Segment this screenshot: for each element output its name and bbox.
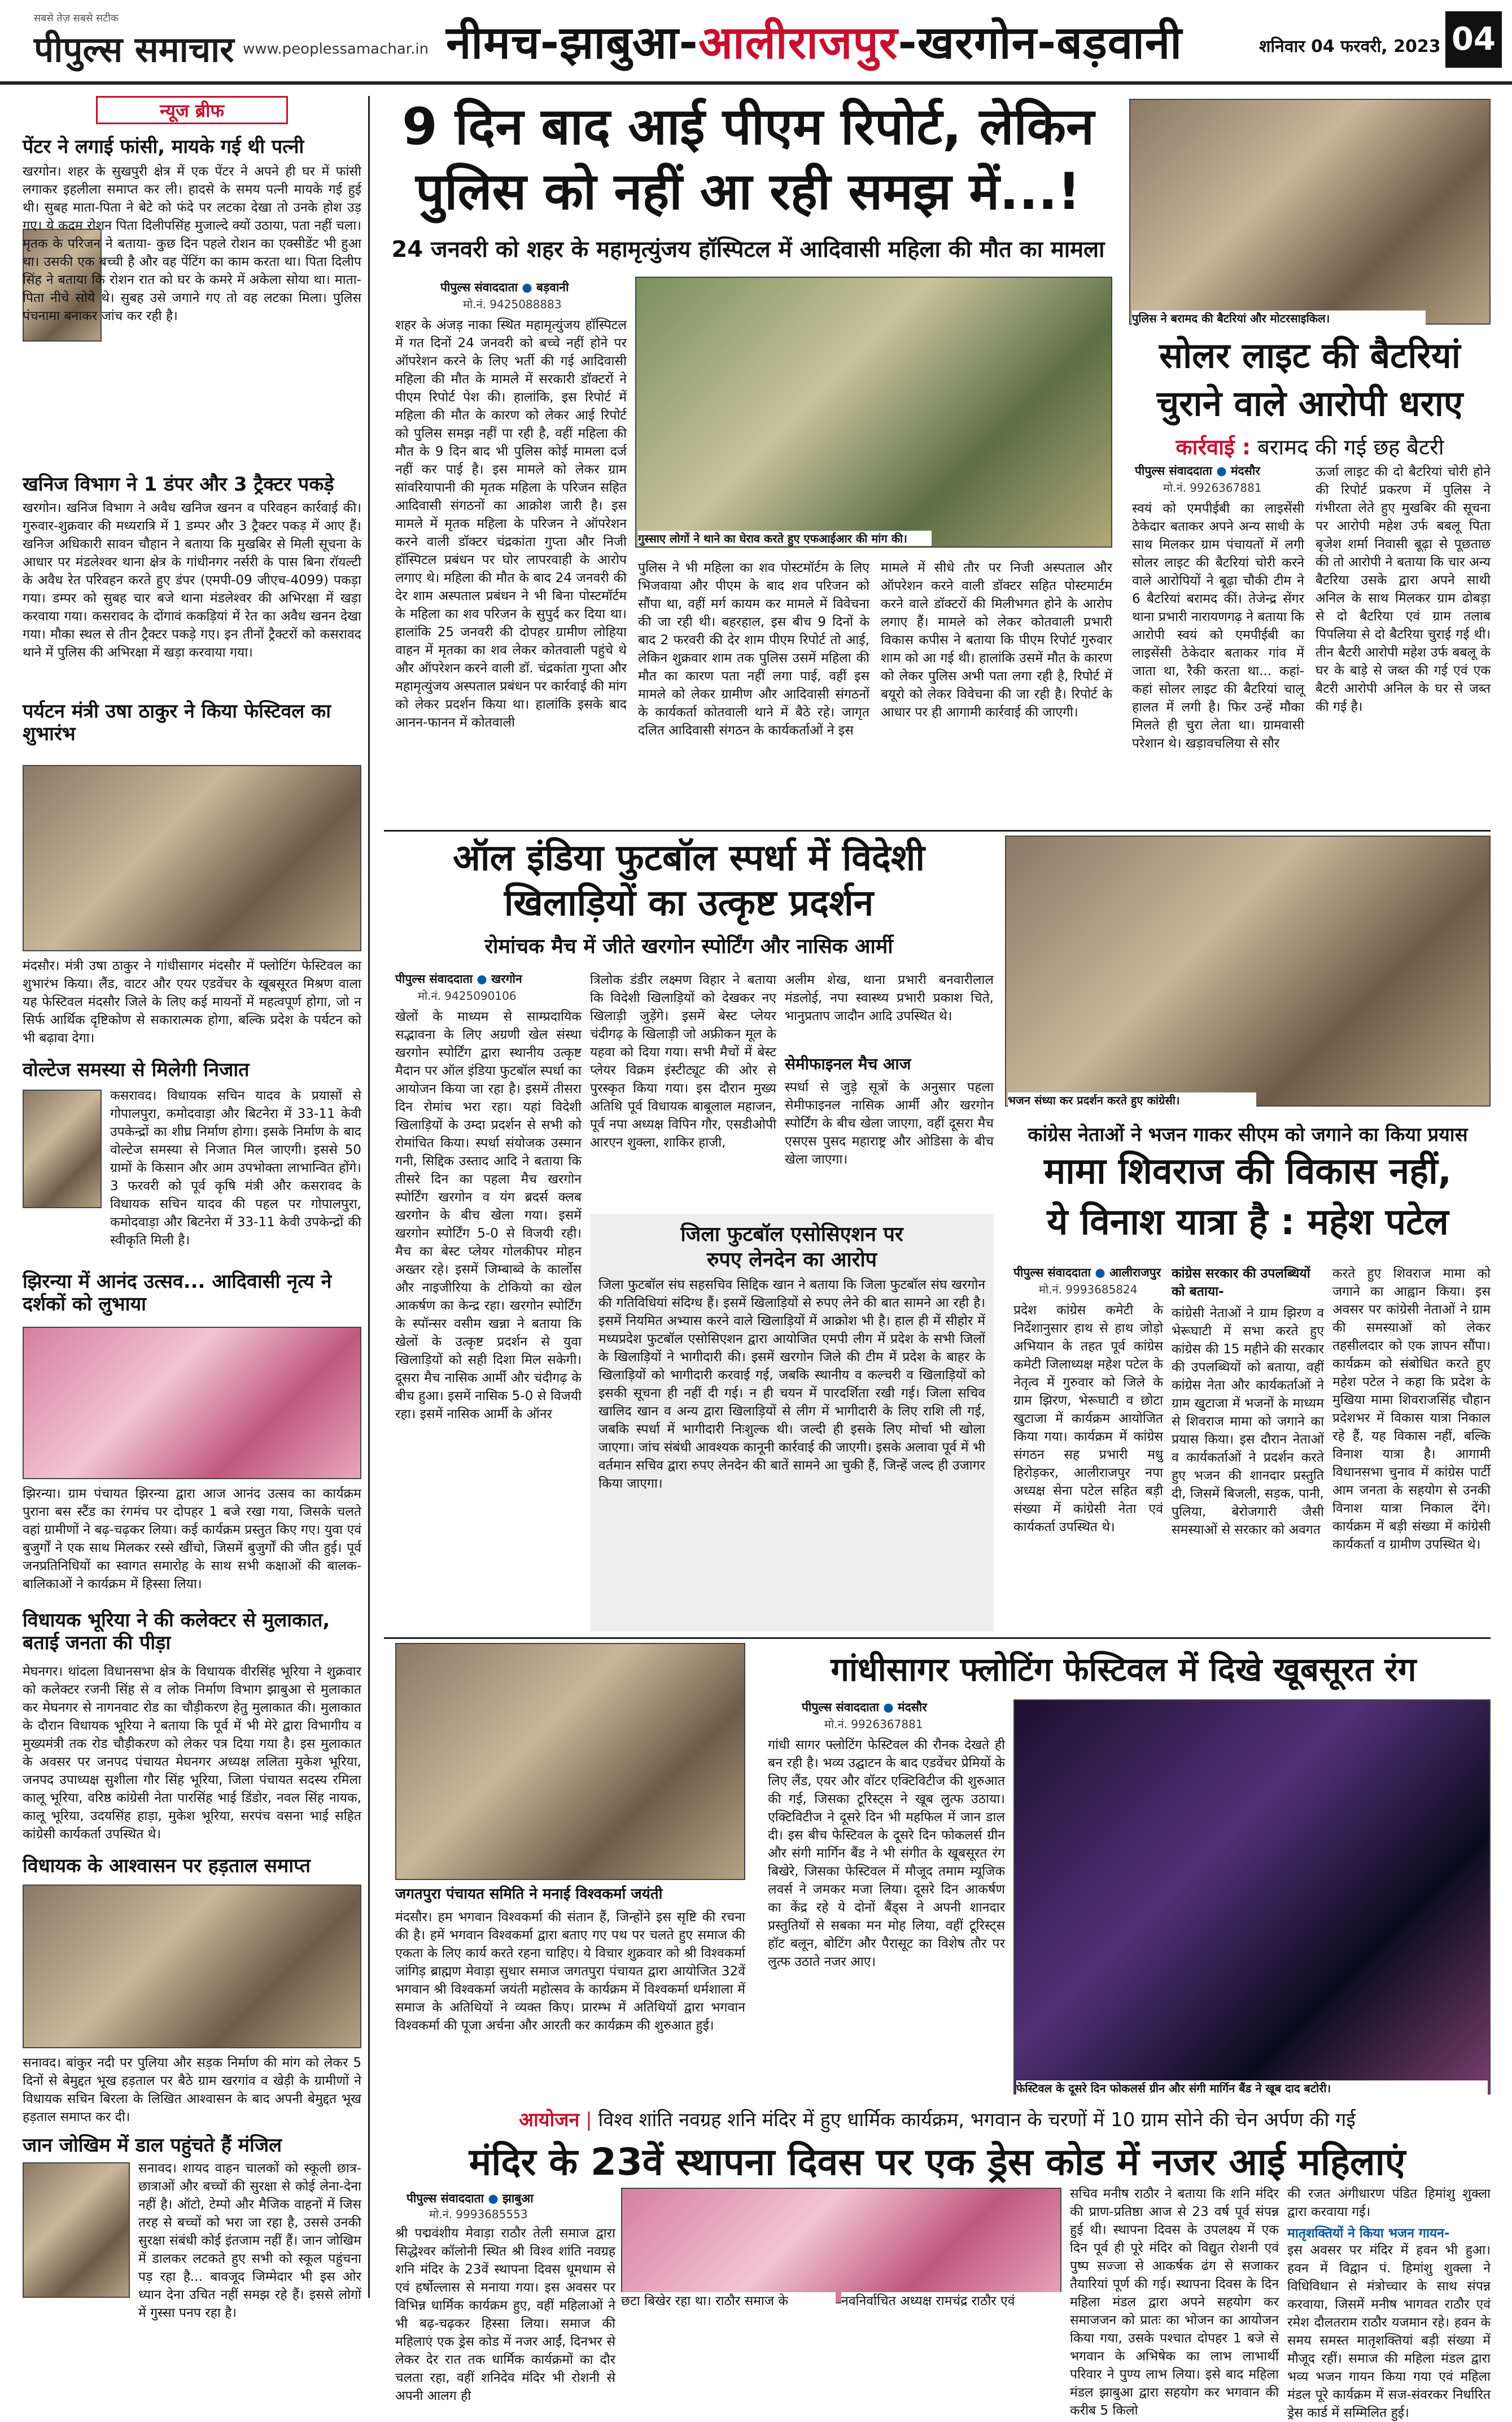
temple-photo-caption-left: छटा बिखेर रहा था। राठौर समाज के	[621, 2292, 836, 2310]
temple-women-photo	[621, 2188, 1061, 2303]
football-col-2: त्रिलोक डंडीर लक्ष्मण विहार ने बताया कि विदेशी खिलाड़ियों को देखकर नए खिलाड़ी जुड़ेंगे। इसमें बेस्ट प्लेयर चंदीगढ़ के खिलाड़ी जो अफ्रीकन मूल के यहवा को दिया गया। सभी मैचों में बेस्ट प्लेयर विक्रम इंस्टीट्यूट की ओर से पुरस्कृत किया गया। इस दौरान मुख्य अतिथि पूर्व विधायक बाबूलाल महाजन, पूर्व नपा अध्यक्ष विपिन गौर, एसडीओपी आरएन शुक्ला, शाकिर हाजी,	[590, 973, 776, 1150]
solar-headline-2: चुराने वाले आरोपी धराए	[1156, 383, 1463, 424]
temple-byline: पीपुल्स संवाददाता ● झाबुआ	[407, 2192, 534, 2205]
congress-headline-1: मामा शिवराज की विकास नहीं,	[1043, 1151, 1452, 1192]
brief-head-1: पेंटर ने लगाई फांसी, मायके गई थी पत्नी	[23, 135, 304, 158]
solar-photo-caption: पुलिस ने बरामद की बैटरियां और मोटरसाइकिल।	[1132, 311, 1426, 326]
tribal-dance-photo	[23, 1327, 361, 1479]
brief-head-2: खनिज विभाग ने 1 डंपर और 3 ट्रैक्टर पकड़े	[23, 473, 334, 496]
divider	[384, 1637, 1491, 1639]
brief-body-5: झिरन्या। ग्राम पंचायत झिरन्या द्वारा आज आनंद उत्सव का कार्यक्रम पुराना बस स्टैंड का रंगमंच पर दोपहर 1 बजे रखा गया, जिसके चलते वहां ग्रामीणों ने बढ़-चढ़कर लिया। कई कार्यक्रम प्रस्तुत किए गए। युवा एवं बुजुर्गों ने एक साथ मिलकर रस्से खींचो, जिसमें बुजुर्गों की जीत हुई। पूर्व जनप्रतिनिधियों का स्वागत समारोह के साथ सभी कक्षाओं की बालक-बालिकाओं ने कार्यक्रम में हिस्सा लिया।	[23, 1487, 361, 1592]
page-number: 04	[1445, 11, 1502, 68]
festival-body: गांधी सागर फ्लोटिंग फेस्टिवल की रौनक देखते ही बन रही है। भव्य उद्घाटन के बाद एडवेंचर प्रेमियों के लिए लैंड, एयर और वॉटर एक्टिविटीज की शुरुआत की गई, जिसका टूरिस्ट्स ने खूब लुत्फ उठाया। एक्टिविटीज ने दूसरे दिन भी महफिल में जान डाल दी। इस बीच फेस्टिवल के दूसरे दिन फोकलर्स ग्रीन और संगी मार्गिन बैंड ने भी संगीत के खूबसूरत रंग बिखेरे, जिसका फेस्टिवल में मौजूद तमाम म्यूजिक लवर्स ने जमकर मजा लिया। दूसरे दिन आकर्षण का केंद्र रहे ये दोनों बैंड्स ने अपनी शानदार प्रस्तुतियों से सबका मन मोह लिया, वहीं टूरिस्ट्स हॉट बलून, बोटिंग और पैरासूट का विशेष तौर पर लुत्फ उठाते नजर आए।	[768, 1738, 1005, 1969]
congress-photo-caption: भजन संध्या कर प्रदर्शन करते हुए कांग्रेसी।	[1008, 1092, 1256, 1108]
lead-mobile: मो.नं. 9425088883	[463, 298, 562, 311]
solar-headline-1: सोलर लाइट की बैटरियां	[1159, 335, 1461, 376]
festival-concert-photo	[1013, 1699, 1491, 2095]
lead-col-1: शहर के अंजड़ नाका स्थित महामृत्युंजय हॉस्पिटल में गत दिनों 24 जनवरी को बच्चे नहीं होने पर ऑपरेशन करने के लिए भर्ती की गई आदिवासी महिला की मौत के मामले में सरकारी डॉक्टरों ने पीएम रिपोर्ट पेश की। हालांकि, इस रिपोर्ट में महिला की मौत के कारण को लेकर आई रिपोर्ट को पुलिस समझ नहीं पा रही है, वहीं महिला की मौत के 9 दिन बाद भी पुलिस कोई मामला दर्ज नहीं कर पाई है। इस मामले को लेकर ग्राम सांवरियापानी की मृतक महिला के परिजन सहित आदिवासी संगठनों का आक्रोश जारी है। इस मामले में मृतक महिला के परिजन ने ऑपरेशन करने वाली डॉक्टर चंद्रकांता गुप्ता और निजी हॉस्पिटल प्रबंधन पर घोर लापरवाही के आरोप लगाए थे। महिला की मौत के बाद 24 जनवरी की देर शाम अस्पताल प्रबंधन ने भी बिना पोस्टमॉर्टम के महिला का शव परिजन के सुपुर्द कर दिया था। हालांकि 25 जनवरी की दोपहर ग्रामीण लोहिया वाहन में मृतका का शव लेकर कोतवाली पहुंचे थे और ऑपरेशन करने वाली डॉ. चंद्रकांता गुप्ता और महामृत्युंजय अस्पताल प्रबंधन पर कार्रवाई की मांग को लेकर प्रदर्शन किया था। हालांकि इसके बाद आनन-फानन में कोतवाली	[395, 318, 627, 730]
congress-col-2-head: कांग्रेस सरकार की उपलब्धियों को बताया-	[1172, 1266, 1310, 1299]
congress-mobile: मो.नं. 9993685824	[1039, 1283, 1138, 1296]
brief-head-5: झिरन्या में आनंद उत्सव... आदिवासी नृत्य ने दर्शकों को लुभाया	[23, 1270, 332, 1315]
brief-head-3: पर्यटन मंत्री उषा ठाकुर ने किया फेस्टिवल का शुभारंभ	[23, 700, 331, 745]
edition-title: नीमच-झाबुआ-आलीराजपुर-खरगोन-बड़वानी	[446, 16, 1183, 69]
jagatpura-procession-photo	[395, 1643, 745, 1880]
brief-body-6: मेघनगर। थांदला विधानसभा क्षेत्र के विधायक वीरसिंह भूरिया ने शुक्रवार को कलेक्टर रजनी सिंह से व लोक निर्माण विभाग झाबुआ से मुलाकात कर मेघनगर से नागनवाट रोड का चौड़ीकरण हेतु मुलाकात की। मुलाकात के दौरान विधायक भूरिया ने बताया कि पूर्व में भी मेरे द्वारा विभागीय व मुख्यमंत्री तक रोड चौड़ीकरण को लेकर पत्र दिया गया है। इस मुलाकात के अवसर पर जनपद पंचायत मेघनगर अध्यक्ष ललिता मुकेश भूरिया, जनपद उपाध्यक्ष सुशीला गौर सिंह भूरिया, जिला पंचायत सदस्य रमिला कालू भूरिया, वरिष्ठ कांग्रेसी नेता पारसिंह भाई डिंडोर, नवल सिंह नायक, कालू भूरिया, उदयसिंह हाड़ा, मुकेश भूरिया, सरपंच वसना भाई सहित कांग्रेसी कार्यकर्ता उपस्थित थे।	[23, 1664, 361, 1842]
lead-headline-2: पुलिस को नहीं आ रही समझ में...!	[416, 162, 1081, 221]
semifinal-body: स्पर्धा से जुड़े सूत्रों के अनुसार पहला सेमीफाइनल नासिक आर्मी और खरगोन स्पोर्टिंग के बीच खेला जाएगा, वहीं दूसरा मैच एसएस पुसद महाराष्ट्र और ओडिसा के बीच खेला जाएगा।	[785, 1080, 994, 1167]
congress-kicker: कांग्रेस नेताओं ने भजन गाकर सीएम को जगाने का किया प्रयास	[1028, 1123, 1468, 1146]
brief-column	[23, 96, 370, 2320]
football-headline-2: खिलाड़ियों का उत्कृष्ट प्रदर्शन	[504, 882, 874, 924]
brief-head-6: विधायक भूरिया ने की कलेक्टर से मुलाकात, बताई जनता की पीड़ा	[23, 1609, 330, 1654]
festival-headline: गांधीसागर फ्लोटिंग फेस्टिवल में दिखे खूबसूरत रंग	[831, 1650, 1417, 1689]
lead-headline-1: 9 दिन बाद आई पीएम रिपोर्ट, लेकिन	[402, 97, 1094, 156]
temple-col-3: की रजत अंगीधारण पंडित हिमांशु शुक्ला द्वारा करवाया गई।	[1287, 2187, 1491, 2219]
football-byline: पीपुल्स संवाददाता ● खरगोन	[395, 972, 522, 986]
solar-mobile: मो.नं. 9926367881	[1163, 481, 1262, 495]
divider	[384, 830, 1491, 832]
lead-byline: पीपुल्स संवाददाता ● बड़वानी	[440, 281, 569, 294]
football-col-3: अलीम शेख, थाना प्रभारी बनवारीलाल मंडलोई, नपा स्वास्थ्य प्रभारी प्रकाश चिते, भानुप्रताप जादौन आदि उपस्थित थे।	[785, 973, 994, 1024]
temple-col-1: श्री पद्मवंशीय मेवाड़ा राठौर तेली समाज द्वारा सिद्धेश्वर कॉलोनी स्थित श्री विश्व शांति नवग्रह शनि मंदिर के 23वें स्थापना दिवस धूमधाम से एवं हर्षोल्लास से मनाया गया। इस अवसर पर विभिन्न धार्मिक कार्यक्रम हुए, वहीं महिलाओं ने भी बढ़-चढ़कर हिस्सा लिया। समाज की महिलाएं एक ड्रेस कोड में नजर आईं, दिनभर से लेकर देर रात तक धार्मिक कार्यक्रमों का दौर चलता रहा, वहीं शनिदेव मंदिर भी रोशनी से अपनी आलग ही	[395, 2226, 615, 2403]
dateline: शनिवार 04 फरवरी, 2023	[1259, 37, 1441, 56]
logo-tagline: सबसे तेज़ सबसे सटीक	[34, 12, 119, 24]
lead-col-2: पुलिस ने भी महिला का शव पोस्टमॉर्टम के लिए भिजवाया और पीएम के बाद शव परिजन को सौंपा था, वहीं मर्ग कायम कर मामले में विवेचना की जा रही थी। बहरहाल, इस बीच 9 दिनों के बाद 2 फरवरी की देर शाम पीएम रिपोर्ट तो आई, लेकिन शुक्रवार शाम तक पुलिस उसमें महिला की मौत का कारण पता नहीं लगा पाई, वहीं इस मामले को लेकर ग्रामीण और आदिवासी संगठनों के कार्यकर्ता कोतवाली थाने में बैठे रहे। जागृत दलित आदिवासी संगठन के कार्यकर्ताओं ने इस	[638, 561, 869, 738]
brief-body-2: खरगोन। खनिज विभाग ने अवैध खनिज खनन व परिवहन कार्रवाई की। गुरुवार-शुक्रवार की मध्यरात्रि में 1 डम्पर और 3 ट्रैक्टर पकड़ में आए हैं। खनिज अधिकारी सावन चौहान ने बताया कि मुखबिर से मिली सूचना के आधार पर मंडलेश्वर थाना क्षेत्र के गांधीनगर नर्सरी के पास बिना रॉयल्टी के अवैध रेत परिवहन करते हुए डंपर (एमपी-09 जीएच-4099) पकड़ा गया। डम्पर को सुबह चार बजे थाना मंडलेश्वर की अभिरक्षा में खड़ा करवाया गया। कसरावद के दोंगावं ककड़ियां में रेत का अवैध खनन देखा गया। मौका स्थल से तीन ट्रैक्टर पकड़े गए। इन तीनों ट्रैक्टरों को कसरावद थाने में पुलिस की अभिरक्षा में खड़ा करवाया गया।	[23, 501, 361, 660]
brief-head-4: वोल्टेज समस्या से मिलेगी निजात	[23, 1059, 250, 1081]
festival-byline: पीपुल्स संवाददाता ● मंदसौर	[802, 1700, 927, 1714]
brief-head-8: जान जोखिम में डाल पहुंचते हैं मंजिल	[23, 2134, 282, 2157]
lead-deck: 24 जनवरी को शहर के महामृत्युंजय हॉस्पिटल में आदिवासी महिला की मौत का मामला	[391, 237, 1105, 263]
temple-col-3b: इस अवसर पर मंदिर में हवन भी हुआ। हवन में विद्वान पं. हिमांशु शुक्ला ने विधिविधान से मंत्रोच्चार के साथ संपन्न करवाया, जिसमें मनीष भागवत राठौर एवं रमेश दौलतराम राठौर यजमान रहे। हवन के समय समस्त मातृशक्तियां बड़ी संख्या में मौजूद रहीं। समाज की महिला मंडल द्वारा भव्य भजन गायन किया गया एवं महिला मंडल पूरे कार्यक्रम में सज-संवरकर निर्धारित ड्रेस कार्ड में सम्मिलित हुई।	[1287, 2243, 1491, 2420]
box-head-1: जिला फुटबॉल एसोसिएशन पर	[680, 1223, 903, 1246]
congress-col-3: करते हुए शिवराज मामा को जगाने का आह्वान किया। इस अवसर पर कांग्रेसी नेताओं ने ग्राम की समस्याओं को लेकर तहसीलदार को एक ज्ञापन सौंपा। कार्यक्रम को संबोधित करते हुए महेश पटेल ने कहा कि प्रदेश के मुखिया मामा शिवराजसिंह चौहान प्रदेशभर में विकास यात्रा निकाल रहे हैं, यह विकास नहीं, बल्कि विनाश यात्रा है। आगामी विधानसभा चुनाव में कांग्रेस पार्टी आम जनता के सहयोग से उनकी विनाश यात्रा निकाल देंगे। कार्यक्रम में बड़ी संख्या में कांग्रेसी कार्यकर्ता व ग्रामीण उपस्थित थे।	[1332, 1266, 1491, 1552]
solar-col-1: स्वयं को एमपीईबी का लाइसेंसी ठेकेदार बताकर अपने अन्य साथी के साथ मिलकर ग्राम पंचायतों में लगी सोलर लाइट की बैटरियां चोरी करने वाले आरोपियों ने बूढ़ा चौकी टीम ने 6 बैटरियां बरामद कीं। तेजेन्द्र सेंगर थाना प्रभारी नारायणगढ़ ने बताया कि आरोपी स्वयं को एमपीईबी का लाइसेंसी ठेकेदार बताकर गांव में जाता था, रैकी करता था... कहां-कहां सोलर लाइट की बैटरियां चालू हालत में लगी है। फिर उन्हें मौका मिलते ही चुरा लेता था। ग्रामवासी परेशान थे। खड़ावचलिया से सौर	[1132, 501, 1304, 751]
newspaper-logo: सबसे तेज़ सबसे सटीक पीपुल्स समाचार	[34, 12, 234, 70]
box-body: जिला फुटबॉल संघ सहसचिव सिद्दिक खान ने बताया कि जिला फुटबॉल संघ खरगोन की गतिविधियां संदिग्ध हैं। इसमें खिलाड़ियों से रुपए लेने की बात सामने आ रही है। इसमें नियमित अभ्यास करने वाले खिलाड़ियों में आक्रोश भी है। हाल ही में सीहोर में मध्यप्रदेश फुटबॉल एसोसिएशन द्वारा आयोजित एमपी लीग में प्रदेश के सभी जिलों के खिलाड़ियों ने भागीदारी की। इसमें खरगोन जिले की टीम में प्रदेश के बाहर के खिलाड़ियों को भागीदारी करवाई गई, जबकि स्थानीय व कल्चरी व खिलाड़ियों को इसकी सूचना ही नहीं दी गई। न ही चयन में पारदर्शिता रखी गई। जिला सचिव खालिद खान व अन्य द्वारा खिलाड़ियों से लीग में भागीदारी के लिए राशि ली गई, जबकि स्पर्धा में भागीदारी निःशुल्क थी। जल्दी ही इसके लिए मोर्चा भी खोला जाएगा। जांच संबंधी आवश्यक कानूनी कार्रवाई की जाएगी। इसके अलावा पूर्व में भी वर्तमान सचिव द्वारा रुपए लेनदेन की बातें सामने आ चुकी हैं, जिन्हें जल्द ही उजागर किया जाएगा।	[598, 1278, 985, 1491]
congress-byline: पीपुल्स संवाददाता ● आलीराजपुर	[1013, 1266, 1161, 1279]
brief-body-3: मंदसौर। मंत्री उषा ठाकुर ने गांधीसागर मंदसौर में फ्लोटिंग फेस्टिवल का शुभारंभ किया। लैंड, वाटर और एयर एडवेंचर के खूबसूरत मिश्रण वाला यह फेस्टिवल मंदसौर जिले के लिए कई मायनों में महत्वपूर्ण होगा, जो न सिर्फ आर्थिक दृष्टिकोण से सकारात्मक होगा, बल्कि प्रदेश के पर्यटन को भी बढ़ावा देगा।	[23, 959, 361, 1046]
box-head-2: रुपए लेनदेन का आरोप	[706, 1248, 877, 1271]
brief-label: न्यूज ब्रीफ	[96, 96, 288, 124]
semifinal-head: सेमीफाइनल मैच आज	[785, 1055, 911, 1073]
lead-col-3: मामले में सीधे तौर पर निजी अस्पताल और ऑपरेशन करने वाली डॉक्टर सहित पोस्टमार्टम करने वाले डॉक्टरों की मिलीभगत होने के आरोप लगाए हैं। मामले को लेकर कोतवाली प्रभारी विकास कपीस ने बताया कि पीएम रिपोर्ट गुरुवार शाम को आ गई थी। हालांकि उसमें मौत के कारण को लेकर पुलिस अभी पता लगा रही है, रिपोर्ट में बयूरो को लेकर विवेचना की जा रही है। रिपोर्ट के आधार पर ही आगामी कार्रवाई की जाएगी।	[881, 561, 1112, 720]
festival-inauguration-photo	[23, 765, 361, 951]
auto-overload-photo	[23, 2162, 130, 2298]
hunger-strike-photo	[23, 1885, 361, 2048]
brief-body-7: सनावद। बांकुर नदी पर पुलिया और सड़क निर्माण की मांग को लेकर 5 दिनों से बेमुद्दत भूख हड़ताल पर बैठे ग्राम खरगांव व खेड़ी के ग्रामीणों ने विधायक सचिन बिरला के लिखित आश्वासन के बाद अपनी बेमुद्दत भूख हड़ताल समाप्त कर दी।	[23, 2056, 361, 2124]
temple-kicker: आयोजन | विश्व शांति नवग्रह शनि मंदिर में हुए धार्मिक कार्यक्रम, भगवान के चरणों में 10 ग्राम सोने की चेन अर्पण की गई	[519, 2109, 1356, 2131]
football-col-1: खेलों के माध्यम से साम्प्रदायिक सद्भावना के लिए अग्रणी खेल संस्था खरगोन स्पोर्टिंग द्वारा स्थानीय उत्कृष्ट मैदान पर ऑल इंडिया फुटबॉल स्पर्धा का आयोजन किया जा रहा है। इसमें तीसरा दिन रोमांच भरा रहा। यहां विदेशी खिलाड़ियों के उम्दा प्रदर्शन से सभी को रोमांचित किया। स्पर्धा संयोजक उस्मान गनी, सिद्दिक उस्ताद आदि ने बताया कि तीसरे दिन का पहला मैच खरगोन स्पोर्टिंग खरगोन व यंग ब्रदर्स क्लब खरगोन के बीच खेला गया। इसमें खरगोन स्पोर्टिंग 5-0 से विजयी रही। मैच का बेस्ट प्लेयर गोलकीपर मोहन अख्तर रहे। इसमें जिम्बाब्वे के कार्लोस और नाइजीरिया के टोकियो का खेल आकर्षण का केन्द्र रहा। खरगोन स्पोर्टिंग के स्पॉन्सर वसीम खन्ना ने बताया कि खेलों के उत्कृष्ट प्रदर्शन से युवा खिलाड़ियों को सही दिशा मिल सकेगी। दूसरा मैच नासिक आर्मी और चंदीगढ़ के बीच हुआ। इसमें नासिक 5-0 से विजयी रहा। इसमें नासिक आर्मी के ऑनर	[395, 1009, 582, 1422]
football-mobile: मो.नं. 9425090106	[418, 989, 517, 1003]
temple-bottom-line: नवनिर्वाचित अध्यक्ष रामचंद्र राठौर एवं	[841, 2292, 1061, 2310]
mla-photo	[23, 1090, 102, 1208]
lead-protest-photo	[635, 277, 1112, 548]
brief-head-7: विधायक के आश्वासन पर हड़ताल समाप्त	[23, 1855, 311, 1877]
brief-body-8: सनावद। शायद वाहन चालकों को स्कूली छात्र-छात्राओं और बच्चों की सुरक्षा से कोई लेना-देना नहीं है। ऑटो, टेम्पो और मैजिक वाहनों में जिस तरह से बच्चों को भरा जा रहा है, उससे उनकी सुरक्षा संबंधी कोई इंतजाम नहीं हैं। जान जोखिम में डालकर लटकते हुए सभी को स्कूल पहुंचना पड़ रहा है... बावजूद जिम्मेदार भी इस ओर ध्यान देना उचित नहीं समझ रहे हैं। इससे लोगों में गुस्सा पनप रहा है।	[138, 2161, 361, 2320]
solar-deck: कार्रवाई : बरामद की गई छह बैटरी	[1175, 435, 1444, 460]
football-deck: रोमांचक मैच में जीते खरगोन स्पोर्टिंग और नासिक आर्मी	[484, 935, 893, 958]
website: www.peoplessamachar.in	[243, 41, 429, 58]
jagatpura-caption: जगतपुरा पंचायत समिति ने मनाई विश्वकर्मा जयंती	[395, 1883, 745, 1903]
brief-body-1: खरगोन। शहर के सुखपुरी क्षेत्र में एक पेंटर ने अपने ही घर में फांसी लगाकर इहलीला समाप्त कर ली। हादसे के समय पत्नी मायके गई हुई थी। सुबह माता-पिता ने बेटे को फंदे पर लटका देखा तो उनके होश उड़ गए। ये कदम रोशन पिता दिलीपसिंह मुजाल्दे क्यों उठाया, पता नहीं चला। मृतक के परिजन ने बताया- कुछ दिन पहले रोशन का एक्सीडेंट भी हुआ था। उसकी एक बच्ची है और वह पेंटिंग का काम करता था। पिता दिलीप सिंह ने बताया कि रोशन रात को घर के कमरे में अकेला सोया था। माता-पिता नीचे सोये थे। सुबह उसे जगाने गए तो वह लटका मिला। पुलिस पंचनामा बनाकर जांच कर रही है।	[23, 164, 361, 323]
bhajan-protest-photo	[1005, 836, 1491, 1107]
temple-mobile: मो.नं. 9993685553	[429, 2207, 528, 2221]
football-headline-1: ऑल इंडिया फुटबॉल स्पर्धा में विदेशी	[452, 837, 925, 879]
solar-col-2: ऊर्जा लाइट की दो बैटरियां चोरी होने की रिपोर्ट प्रकरण में पुलिस ने गंभीरता लेते हुए मुखबिर की सूचना पर आरोपी महेश उर्फ बबलू पिता बृजेश शर्मा निवासी बूढ़ा से पूछताछ की तो आरोपी ने बताया कि चार अन्य बैटरिया उसके द्वारा अपने साथी अनिल के साथ मिलकर ग्राम ढोबड़ा से दो बैटरिया एवं ग्राम तलाब पिपलिया से दो बैटरिया चुराई गई थी। तीन बैटरी आरोपी महेश उर्फ बबलू के घर के बाड़े से जब्त की गई एवं एक बैटरी आरोपी अनिल के घर से जब्त की गई है।	[1316, 465, 1491, 714]
temple-subhead: मातृशक्तियों ने किया भजन गायन-	[1287, 2226, 1450, 2241]
lead-photo-caption: गुस्साए लोगों ने थाने का घेराव करते हुए एफआईआर की मांग की।	[638, 531, 932, 546]
congress-col-1: प्रदेश कांग्रेस कमेटी के निर्देशानुसार हाथ से हाथ जोड़ो अभियान के तहत पूर्व कांग्रेस कमेटी जिलाध्यक्ष महेश पटेल के नेतृत्व में गुरुवार को जिले के ग्राम झिरण, भेरूघाटी व छोटा खुटाजा में कार्यक्रम आयोजित किया गया। कार्यक्रम में कांग्रेस संगठन सह प्रभारी मधु हिरोड़कर, आलीराजपुर नपा अध्यक्ष सेना पटेल सहित बड़ी संख्या में कांग्रेसी नेता एवं कार्यकर्ता उपस्थित थे।	[1013, 1303, 1163, 1534]
jagatpura-body: मंदसौर। हम भगवान विश्वकर्मा की संतान हैं, जिन्होंने इस सृष्टि की रचना की है। हमें भगवान विश्वकर्मा द्वारा बताए गए पथ पर चलते हुए समाज की एकता के लिए कार्य करते रहना चाहिए। ये विचार शुक्रवार को श्री विश्वकर्मा जांगिड़ ब्राह्मण मेवाड़ा सुथार समाज जगतपुरा पंचायत द्वारा आयोजित 32वें भगवान श्री विश्वकर्मा जयंती महोत्सव के कार्यक्रम में विश्वकर्मा धर्मशाला में समाज के अतिथियों ने व्यक्त किए। प्रारम्भ में अतिथियों द्वारा भगवान विश्वकर्मा की पूजा अर्चना और आरती कर कार्यक्रम की शुरुआत हुई।	[395, 1910, 745, 2033]
brief-body-4: कसरावद। विधायक सचिन यादव के प्रयासों से गोपालपुरा, कमोदवाड़ा और बिटनेरा में 33-11 केवी उपकेन्द्रों का शीघ्र निर्माण होगा। इसके निर्माण के बाद वोल्टेज समस्या से निजात मिल जाएगी। इससे 50 ग्रामों के किसान और आम उपभोक्ता लाभान्वित होंगे। 3 फरवरी को पूर्व कृषि मंत्री और कसरावद के विधायक सचिन यादव की पहल पर गोपालपुरा, कमोदवाड़ा और बिटनेरा में 33-11 केवी उपकेन्द्रों की स्वीकृति मिली है।	[110, 1088, 361, 1248]
festival-mobile: मो.नं. 9926367881	[824, 1717, 923, 1731]
solar-battery-photo	[1129, 99, 1491, 325]
festival-photo-caption: फेस्टिवल के दूसरे दिन फोकलर्स ग्रीन और संगी मार्गिन बैंड ने खूब दाद बटोरी।	[1016, 2080, 1488, 2096]
congress-col-2: कांग्रेसी नेताओं ने ग्राम झिरण व भेरूघाटी में सभा करते हुए कांग्रेस की 15 महीने की सरकार की उपलब्धियों को बताया, वहीं कांग्रेस नेता और कार्यकर्ताओं ने ग्राम खुटाजा में भजनों के माध्यम से शिवराज मामा को जगाने का प्रयास किया। इस दौरान नेताओं व कार्यकर्ताओं ने प्रदर्शन करते हुए भजन की शानदार प्रस्तुति दी, जिसमें बिजली, सड़क, पानी, पुलिया, बेरोजगारी जैसी समस्याओं से सरकार को अवगत	[1172, 1306, 1324, 1537]
temple-headline: मंदिर के 23वें स्थापना दिवस पर एक ड्रेस कोड में नजर आई महिलाएं	[469, 2140, 1406, 2184]
congress-headline-2: ये विनाश यात्रा है : महेश पटेल	[1047, 1201, 1449, 1243]
solar-byline: पीपुल्स संवाददाता ● मंदसौर	[1135, 464, 1260, 478]
temple-col-2: सचिव मनीष राठौर ने बताया कि शनि मंदिर की प्राण-प्रतिष्ठा आज से 23 वर्ष पूर्व संपन्न हुई थी। स्थापना दिवस के उपलक्ष्य में एक दिन पूर्व ही पूरे मंदिर को विद्युत रोशनी एवं पुष्प सज्जा से आकर्षक ढंग से सजाकर तैयारियां पूर्ण की गई। स्थापना दिवस के दिन महिला मंडल द्वारा अपने सहयोग कर समाजजन को प्रातः का भोजन का आयोजन किया गया, उसके पश्चात दोपहर 1 बजे से भगवान के अभिषेक का लाभ लाभार्थी परिवार ने पुण्य लाभ लिया। इसे बाद महिला मंडल झाबुआ द्वारा सहयोग कर भगवान की करीब 5 किलो	[1070, 2187, 1279, 2418]
